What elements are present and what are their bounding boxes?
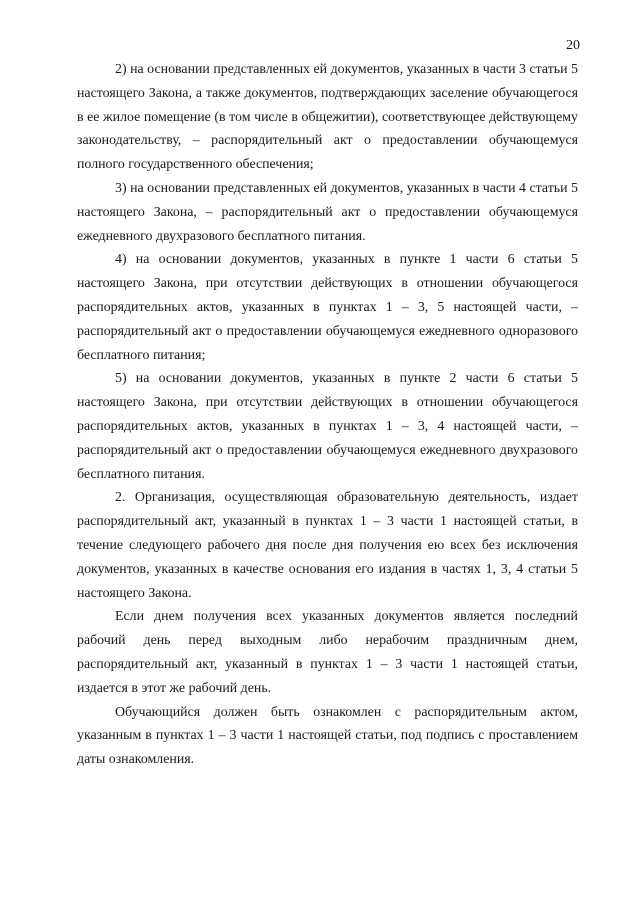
paragraph-acknowledgement: Обучающийся должен быть ознакомлен с распорядительным актом, указанным в пунктах 1 – 3 части 1 настоящей статьи, под подпись с проставлением даты ознакомления. (77, 704, 578, 768)
page-number: 20 (566, 38, 580, 53)
paragraph-section-2: 2. Организация, осуществляющая образовательную деятельность, издает распорядительный акт, указанный в пунктах 1 – 3 части 1 настоящей статьи, в течение следующего рабочего дня после дня получения ею всех без исключения документов, указанных в качестве основания его издания в частях 1, 3, 4 статьи 5 настоящего Закона. (77, 490, 578, 601)
paragraph-item-4: 4) на основании документов, указанных в пункте 1 части 6 статьи 5 настоящего Закона, при отсутствии действующих в отношении обучающегося распорядительных актов, указанных в пунктах 1 – 3, 5 настоящей части, – распорядительный акт о предоставлении обучающемуся ежедневного одноразового бесплатного питания; (77, 252, 578, 363)
document-body (77, 58, 578, 772)
paragraph-item-2: 2) на основании представленных ей документов, указанных в части 3 статьи 5 настоящего Закона, а также документов, подтверждающих заселение обучающегося в ее жилое помещение (в том числе в общежитии), соответствующее действующему законодательству, – распорядительный акт о предоставлении обучающемуся полного государственного обеспечения; (77, 62, 578, 173)
paragraph-item-5: 5) на основании документов, указанных в пункте 2 части 6 статьи 5 настоящего Закона, при отсутствии действующих в отношении обучающегося распорядительных актов, указанных в пунктах 1 – 3, 4 настоящей части, – распорядительный акт о предоставлении обучающемуся ежедневного двухразового бесплатного питания. (77, 371, 578, 482)
paragraph-item-3: 3) на основании представленных ей документов, указанных в части 4 статьи 5 настоящего Закона, – распорядительный акт о предоставлении обучающемуся ежедневного двухразового бесплатного питания. (77, 180, 578, 244)
paragraph-holiday-rule: Если днем получения всех указанных документов является последний рабочий день перед выходным либо нерабочим праздничным днем, распорядительный акт, указанный в пунктах 1 – 3 части 1 настоящей статьи, издается в этот же рабочий день. (77, 609, 578, 696)
